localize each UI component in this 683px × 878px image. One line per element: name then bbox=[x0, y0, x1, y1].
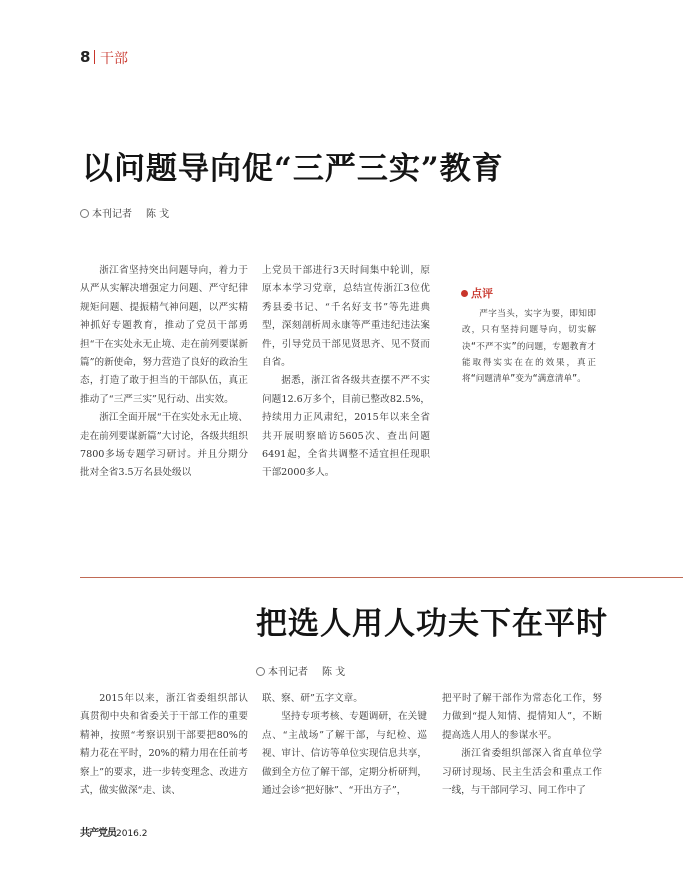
paragraph: 浙江全面开展“干在实处永无止境、走在前列要谋新篇”大讨论，各级共组织7800多场专题学习研讨。并且分期分批对全省3.5万名县处级以 bbox=[80, 412, 248, 479]
body-column bbox=[262, 262, 430, 483]
article-title: 把选人用人功夫下在平时 bbox=[256, 606, 608, 642]
comment-body bbox=[462, 306, 596, 387]
byline bbox=[256, 663, 345, 678]
comment-text: 严字当头，实字为要，即知即改，只有坚持问题导向，切实解决“不严不实”的问题，专题教育才能取得实实在在的效果，真正将“问题清单”变为“满意清单”。 bbox=[462, 309, 596, 385]
byline-name: 陈 戈 bbox=[322, 667, 346, 678]
paragraph: 上党员干部进行3天时间集中轮训，原原本本学习党章，总结宣传浙江3位优秀县委书记、“千名好支书”等先进典型，深刻剖析周永康等严重违纪违法案件，引导党员干部见贤思齐、见不贤而自省。 bbox=[262, 265, 430, 369]
article-title: 以问题导向促“三严三实”教育 bbox=[82, 151, 504, 187]
body-column bbox=[80, 262, 248, 483]
footer bbox=[80, 824, 148, 839]
byline-name: 陈 戈 bbox=[146, 209, 170, 220]
paragraph: 坚持专项考核、专题调研，在关键点、“主战场”了解干部，与纪检、巡视、审计、信访等单位实现信息共享，做到全方位了解干部，定期分析研判，通过会诊“把好脉”、“开出方子”， bbox=[262, 711, 427, 797]
section-divider bbox=[80, 577, 683, 578]
byline-role: 本刊记者 bbox=[268, 667, 308, 678]
body-column bbox=[262, 690, 427, 800]
circle-bullet-icon bbox=[80, 209, 89, 218]
paragraph: 把平时了解干部作为常态化工作，努力做到“提人知情、提情知人”，不断提高选人用人的参谋水平。 bbox=[442, 693, 602, 741]
circle-bullet-icon bbox=[256, 667, 265, 676]
paragraph: 联、察、研”五字文章。 bbox=[262, 693, 363, 704]
body-column bbox=[442, 690, 602, 800]
body-column bbox=[80, 690, 248, 800]
paragraph: 浙江省坚持突出问题导向，着力于从严从实解决增强定力问题、严守纪律规矩问题、提振精气神问题，以严实精神抓好专题教育，推动了党员干部勇担“干在实处永无止境、走在前列要谋新篇”的新使命，努力营造了良好的政治生态，打造了敢于担当的干部队伍，真正推动了“三严三实”见行动、出实效。 bbox=[80, 265, 248, 405]
comment-heading bbox=[461, 285, 493, 301]
magazine-logo: 共产党员 bbox=[80, 828, 116, 839]
paragraph: 浙江省委组织部深入省直单位学习研讨现场、民主生活会和重点工作一线，与干部同学习、同工作中了 bbox=[442, 748, 602, 797]
section-label: 干部 bbox=[100, 51, 128, 67]
bullet-dot-icon bbox=[461, 290, 468, 297]
comment-label: 点评 bbox=[471, 287, 493, 300]
page-number: 8 bbox=[80, 48, 91, 66]
header-divider bbox=[94, 50, 95, 64]
byline-role: 本刊记者 bbox=[92, 209, 132, 220]
byline bbox=[80, 205, 169, 220]
paragraph: 2015年以来，浙江省委组织部认真贯彻中央和省委关于干部工作的重要精神，按照“考察识别干部要把80%的精力花在平时，20%的精力用在任前考察上”的要求，进一步转变理念、改进方式，做实做深“走、读、 bbox=[80, 693, 248, 797]
issue-number: 2016.2 bbox=[116, 829, 148, 839]
paragraph: 据悉，浙江省各级共查摆不严不实问题12.6万多个，目前已整改82.5%，持续用力正风肃纪，2015年以来全省共开展明察暗访5605次、查出问题6491起，全省共调整不适宜担任现职干部2000多人。 bbox=[262, 375, 430, 479]
